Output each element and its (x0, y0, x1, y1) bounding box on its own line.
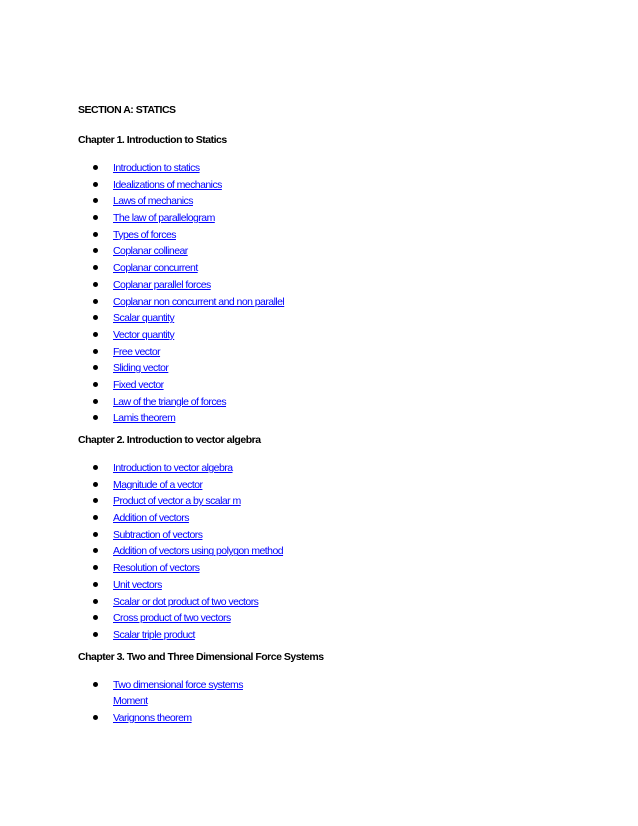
topic-link[interactable]: Types of forces (113, 228, 176, 241)
bullet-icon (93, 615, 98, 620)
bullet-icon (93, 565, 98, 570)
topic-link[interactable]: Lamis theorem (113, 412, 176, 425)
document-content (78, 102, 598, 732)
topic-link[interactable]: Introduction to vector algebra (113, 462, 233, 474)
topic-link[interactable]: The law of parallelogram (113, 212, 215, 225)
list-item (78, 192, 598, 209)
topic-link[interactable]: Addition of vectors (113, 512, 189, 525)
topic-link[interactable]: Scalar triple product (113, 628, 195, 641)
list-item (78, 593, 598, 610)
topic-link[interactable]: Coplanar non concurrent and non parallel (113, 295, 285, 308)
bullet-icon (93, 515, 98, 520)
list-item (78, 376, 598, 393)
bullet-icon (93, 715, 98, 720)
chapter-2-topic-list (78, 459, 598, 643)
topic-link[interactable]: Introduction to statics (113, 162, 200, 174)
list-item (78, 542, 598, 559)
topic-link[interactable]: Coplanar parallel forces (113, 278, 211, 291)
chapter-3-topic-list (78, 676, 598, 726)
list-item (78, 692, 598, 709)
chapter-3-title: Chapter 3. Two and Three Dimensional Force Systems (78, 650, 324, 663)
list-item (78, 459, 598, 476)
list-item (78, 709, 598, 726)
list-item (78, 526, 598, 543)
section-title: SECTION A: STATICS (78, 104, 176, 116)
bullet-icon (93, 582, 98, 587)
bullet-icon (93, 548, 98, 553)
bullet-icon (93, 282, 98, 287)
list-item (78, 343, 598, 360)
topic-link[interactable]: Scalar quantity (113, 312, 175, 325)
list-item (78, 359, 598, 376)
topic-link[interactable]: Scalar or dot product of two vectors (113, 595, 259, 608)
list-item (78, 609, 598, 626)
topic-link[interactable]: Sliding vector (113, 362, 169, 375)
bullet-icon (93, 532, 98, 537)
topic-link[interactable]: Laws of mechanics (113, 195, 193, 208)
bullet-icon (93, 415, 98, 420)
topic-link[interactable]: Law of the triangle of forces (113, 395, 227, 408)
topic-link[interactable]: Subtraction of vectors (113, 528, 203, 541)
bullet-icon (93, 599, 98, 604)
topic-link[interactable]: Coplanar concurrent (113, 262, 198, 275)
list-item (78, 309, 598, 326)
bullet-icon (93, 315, 98, 320)
list-item (78, 509, 598, 526)
topic-link[interactable]: Cross product of two vectors (113, 612, 231, 625)
topic-link[interactable]: Fixed vector (113, 378, 164, 391)
chapter-1-title: Chapter 1. Introduction to Statics (78, 134, 227, 146)
bullet-icon (93, 265, 98, 270)
bullet-icon (93, 465, 98, 470)
bullet-icon (93, 232, 98, 237)
bullet-icon (93, 215, 98, 220)
bullet-icon (93, 165, 98, 170)
bullet-icon (93, 365, 98, 370)
topic-link[interactable]: Idealizations of mechanics (113, 178, 222, 191)
bullet-icon (93, 682, 98, 687)
topic-link[interactable]: Unit vectors (113, 578, 162, 591)
bullet-icon (93, 182, 98, 187)
list-item (78, 326, 598, 343)
topic-link[interactable]: Product of vector a by scalar m (113, 495, 241, 508)
list-item (78, 276, 598, 293)
bullet-icon (93, 332, 98, 337)
bullet-icon (93, 299, 98, 304)
list-item (78, 576, 598, 593)
bullet-icon (93, 198, 98, 203)
chapter-1-topic-list (78, 159, 598, 426)
topic-link[interactable]: Two dimensional force systems (113, 678, 243, 691)
chapter-2-title: Chapter 2. Introduction to vector algebra (78, 434, 261, 446)
list-item (78, 159, 598, 176)
list-item (78, 393, 598, 410)
bullet-icon (93, 248, 98, 253)
topic-link[interactable]: Vector quantity (113, 328, 175, 341)
bullet-icon (93, 632, 98, 637)
list-item (78, 259, 598, 276)
topic-link[interactable]: Magnitude of a vector (113, 478, 203, 491)
list-item (78, 626, 598, 643)
topic-link[interactable]: Free vector (113, 345, 161, 358)
list-item (78, 676, 598, 693)
list-item (78, 409, 598, 426)
list-item (78, 176, 598, 193)
bullet-icon (93, 482, 98, 487)
list-item (78, 209, 598, 226)
topic-link[interactable]: Moment (113, 695, 148, 708)
list-item (78, 242, 598, 259)
bullet-icon (93, 349, 98, 354)
topic-link[interactable]: Coplanar collinear (113, 245, 188, 258)
list-item (78, 492, 598, 509)
list-item (78, 293, 598, 310)
list-item (78, 226, 598, 243)
bullet-icon (93, 399, 98, 404)
topic-link[interactable]: Resolution of vectors (113, 562, 200, 575)
bullet-icon (93, 382, 98, 387)
topic-link[interactable]: Varignons theorem (113, 711, 192, 724)
list-item (78, 476, 598, 493)
list-item (78, 559, 598, 576)
bullet-icon (93, 498, 98, 503)
topic-link[interactable]: Addition of vectors using polygon method (113, 545, 284, 558)
